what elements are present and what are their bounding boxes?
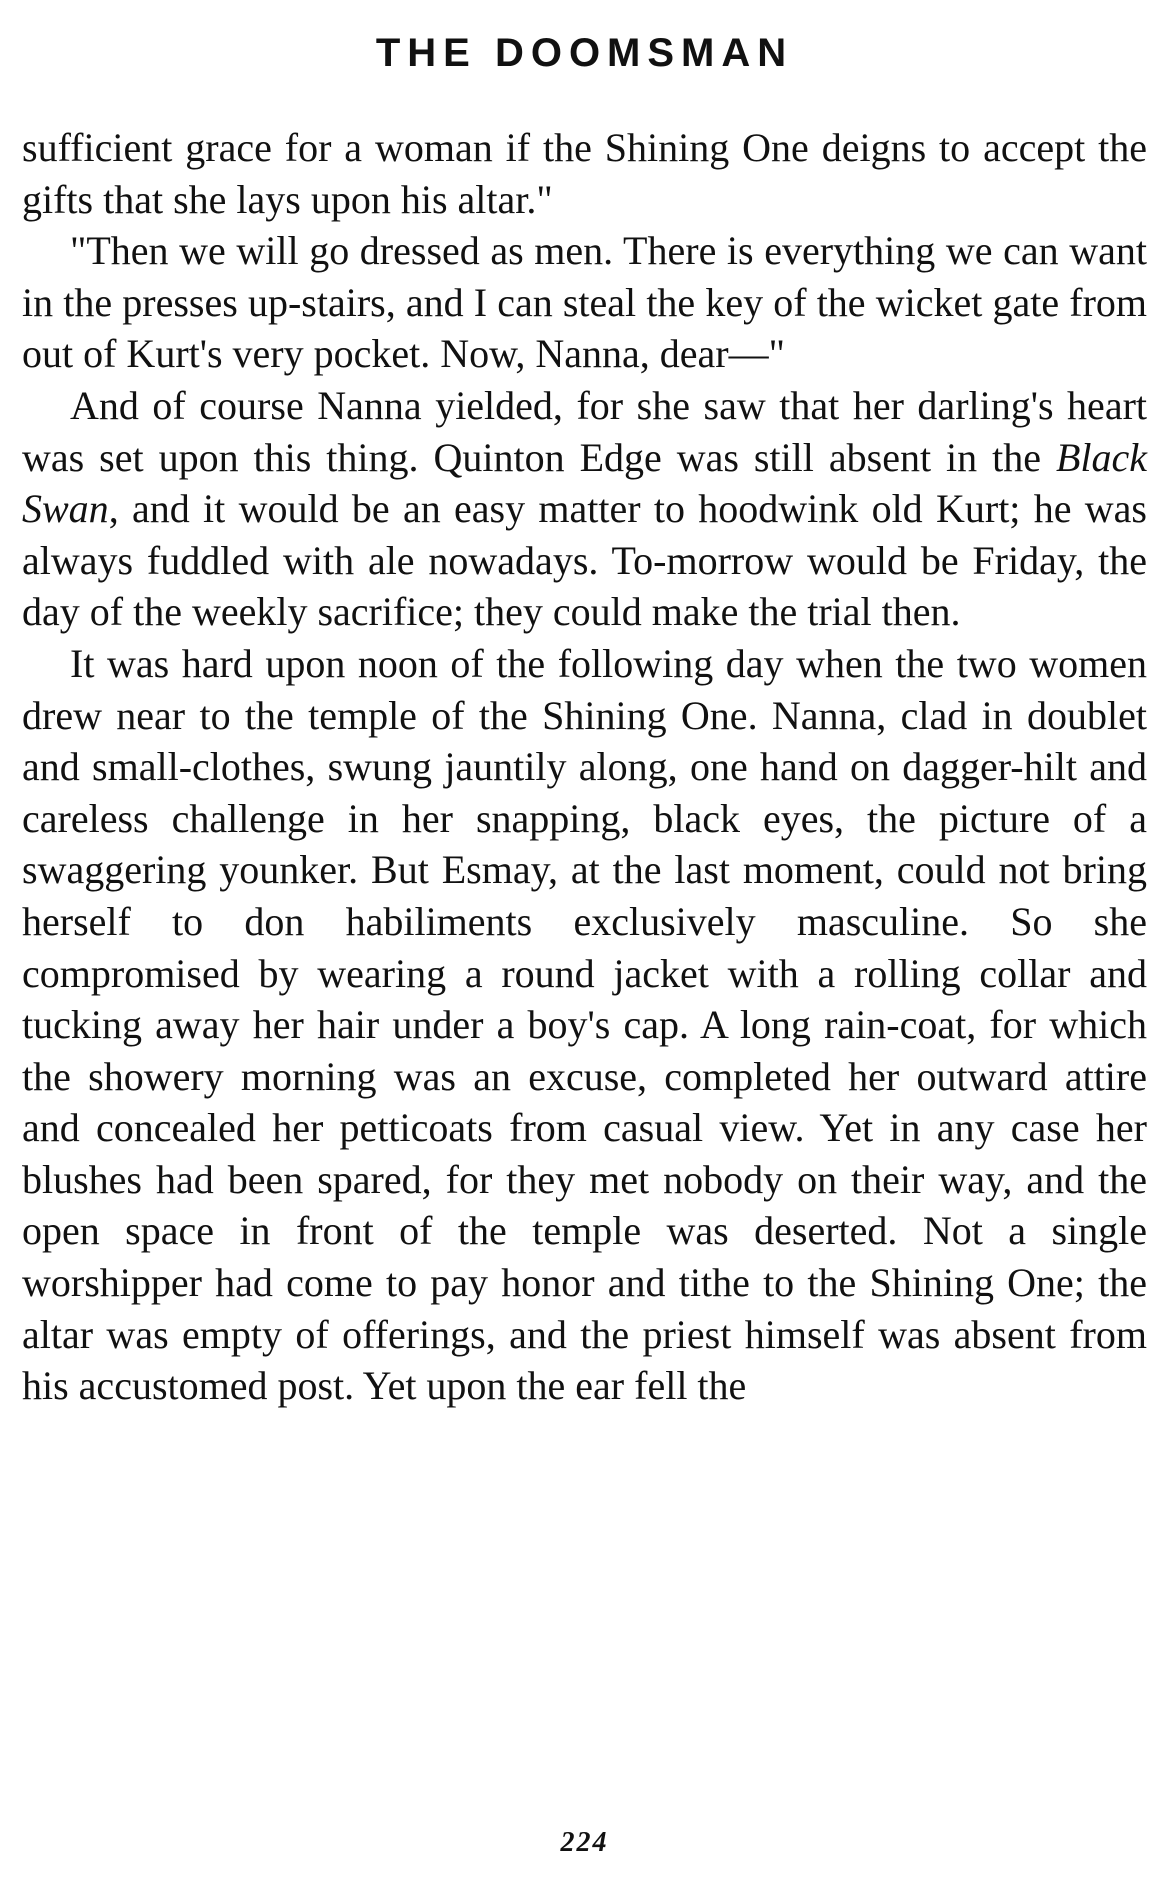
paragraph-text-after-ship-name: , and it would be an easy matter to hoodwink old Kurt; he was always fuddled with ale nowadays. To-morrow would be Friday, the day of the weekly sacrifice; they could make the trial then. bbox=[22, 486, 1147, 635]
ship-name-italic: Black Swan bbox=[22, 434, 1147, 532]
paragraph-continued: sufficient grace for a woman if the Shining One deigns to accept the gifts that she lays upon his altar." bbox=[22, 125, 1147, 222]
paragraph-text-before-ship-name: And of course Nanna yielded, for she saw that her darling's heart was set upon this thing. Quinton Edge was still absent in the bbox=[22, 382, 1147, 480]
body-text bbox=[22, 122, 1147, 1412]
paragraph-nanna-yielded bbox=[22, 380, 1147, 638]
book-page bbox=[22, 0, 1147, 1877]
page-number: 224 bbox=[560, 1827, 609, 1858]
paragraph-temple-approach: It was hard upon noon of the following day when the two women drew near to the temple of the Shining One. Nanna, clad in doublet and small-clothes, swung jauntily along, one hand on dagger-hilt and careless challenge in her snapping, black eyes, the picture of a swaggering younker. But Esmay, at the last moment, could not bring herself to don habiliments exclusively masculine. So she compromised by wearing a round jacket with a rolling collar and tucking away her hair under a boy's cap. A long rain-coat, for which the showery morning was an excuse, completed her outward attire and concealed her petticoats from casual view. Yet in any case her blushes had been spared, for they met nobody on their way, and the open space in front of the temple was deserted. Not a single worshipper had come to pay honor and tithe to the Shining One; the altar was empty of offerings, and the priest himself was absent from his accustomed post. Yet upon the ear fell the bbox=[22, 640, 1147, 1409]
paragraph-dialogue: "Then we will go dressed as men. There is everything we can want in the presses up-stairs, and I can steal the key of the wicket gate from out of Kurt's very pocket. Now, Nanna, dear—" bbox=[22, 228, 1147, 377]
running-head-title: THE DOOMSMAN bbox=[375, 31, 794, 75]
